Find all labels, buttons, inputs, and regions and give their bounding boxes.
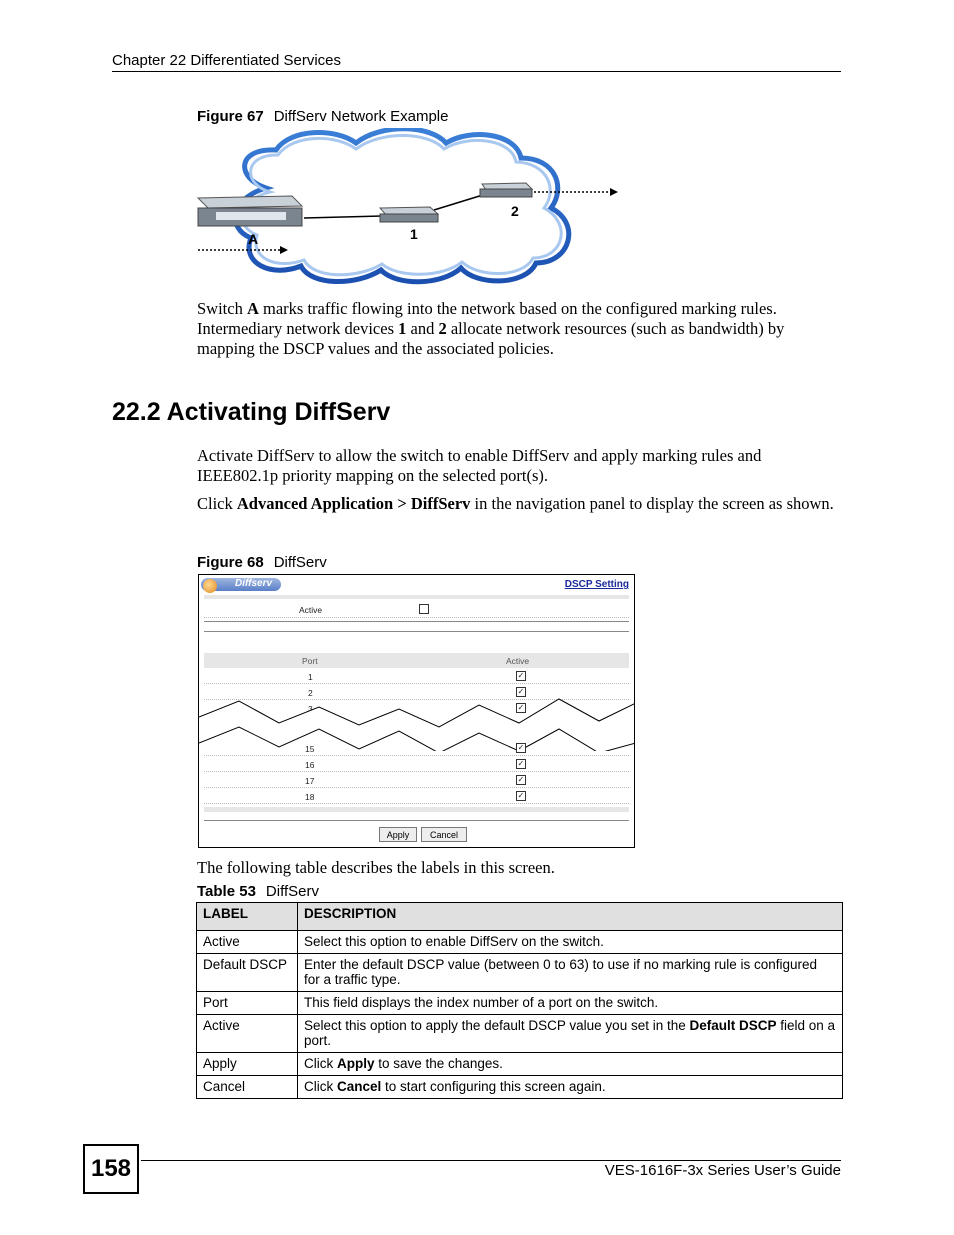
table-row: Active Select this option to enable DiffServ on the switch. — [197, 931, 843, 954]
description-column-header: DESCRIPTION — [298, 903, 843, 931]
screen-title-icon — [203, 579, 217, 593]
label-2: 2 — [511, 203, 519, 219]
table-row: Default DSCP Enter the default DSCP value (between 0 to 63) to use if no marking rule is configured for a traffic type. — [197, 954, 843, 992]
diffserv-label-table — [196, 902, 843, 1099]
table-row: 15 ✓ — [204, 741, 629, 756]
running-header: Chapter 22 Differentiated Services — [112, 52, 342, 69]
port-table-header — [204, 653, 629, 668]
table-label: Table 53 — [197, 883, 256, 900]
paragraph-table-intro: The following table describes the labels in this screen. — [197, 858, 555, 877]
port-active-checkbox[interactable]: ✓ — [517, 687, 525, 696]
device-2-icon — [480, 183, 532, 197]
table-row: Apply Click Apply to save the changes. — [197, 1053, 843, 1076]
table-row: 16 ✓ — [204, 757, 629, 772]
table-row: Active Select this option to apply the default DSCP value you set in the Default DSCP field on a port. — [197, 1015, 843, 1053]
port-active-checkbox[interactable]: ✓ — [517, 671, 525, 680]
table-row: 2 ✓ — [204, 685, 629, 700]
port-active-checkbox[interactable]: ✓ — [517, 759, 525, 768]
device-1-icon — [380, 207, 438, 222]
page-number: 158 — [83, 1144, 139, 1194]
footer-rule — [141, 1160, 841, 1161]
port-active-checkbox[interactable]: ✓ — [517, 703, 525, 712]
section-title: 22.2 Activating DiffServ — [112, 398, 391, 426]
table-title: DiffServ — [265, 883, 319, 900]
table-row: 3 ✓ — [308, 703, 525, 714]
header-rule — [112, 71, 841, 72]
table-row: 17 ✓ — [204, 773, 629, 788]
active-checkbox[interactable] — [419, 604, 429, 614]
apply-button[interactable]: Apply — [379, 827, 417, 842]
figure-label: Figure 68 — [197, 554, 264, 571]
active-label: Active — [299, 605, 323, 615]
label-a: A — [248, 231, 259, 247]
cancel-button[interactable]: Cancel — [421, 827, 467, 842]
figure-label: Figure 67 — [197, 108, 264, 125]
paragraph-activate: Activate DiffServ to allow the switch to enable DiffServ and apply marking rules and IEEE802.1p priority mapping on the selected port(s). — [197, 446, 762, 485]
paragraph-click-instruction: Click Advanced Application > DiffServ in the navigation panel to display the screen as shown. — [197, 494, 834, 513]
label-column-header: LABEL — [197, 903, 298, 931]
table-row: Port This field displays the index number of a port on the switch. — [197, 992, 843, 1015]
dscp-setting-link[interactable]: DSCP Setting — [564, 579, 629, 590]
active-row — [204, 603, 629, 618]
screen-title: Diffserv — [235, 578, 273, 589]
table-row: 1 ✓ — [204, 669, 629, 684]
table-53-caption — [197, 883, 319, 900]
table-row: 18 ✓ — [204, 789, 629, 804]
diffserv-screen — [198, 574, 635, 848]
port-active-checkbox[interactable]: ✓ — [517, 743, 525, 752]
port-active-checkbox[interactable]: ✓ — [517, 791, 525, 800]
paragraph-switch-a: Switch A marks traffic flowing into the network based on the configured marking rules. Intermediary network devices 1 and 2 allocate network resources (such as bandwidth) by mapping the DSCP values and the associated policies. — [197, 299, 785, 358]
guide-title: VES-1616F-3x Series User’s Guide — [604, 1162, 841, 1179]
port-active-checkbox[interactable]: ✓ — [517, 775, 525, 784]
switch-a-icon — [198, 196, 302, 226]
diffserv-network-diagram — [196, 128, 622, 286]
table-header-row — [197, 903, 843, 931]
figure-67-caption — [197, 108, 448, 125]
figure-68-caption — [197, 554, 327, 571]
label-1: 1 — [410, 226, 418, 242]
figure-title: DiffServ Network Example — [273, 108, 449, 125]
figure-title: DiffServ — [273, 554, 327, 571]
port-column-header: Port — [302, 656, 318, 666]
active-column-header: Active — [506, 656, 530, 666]
table-row: Cancel Click Cancel to start configuring this screen again. — [197, 1076, 843, 1099]
